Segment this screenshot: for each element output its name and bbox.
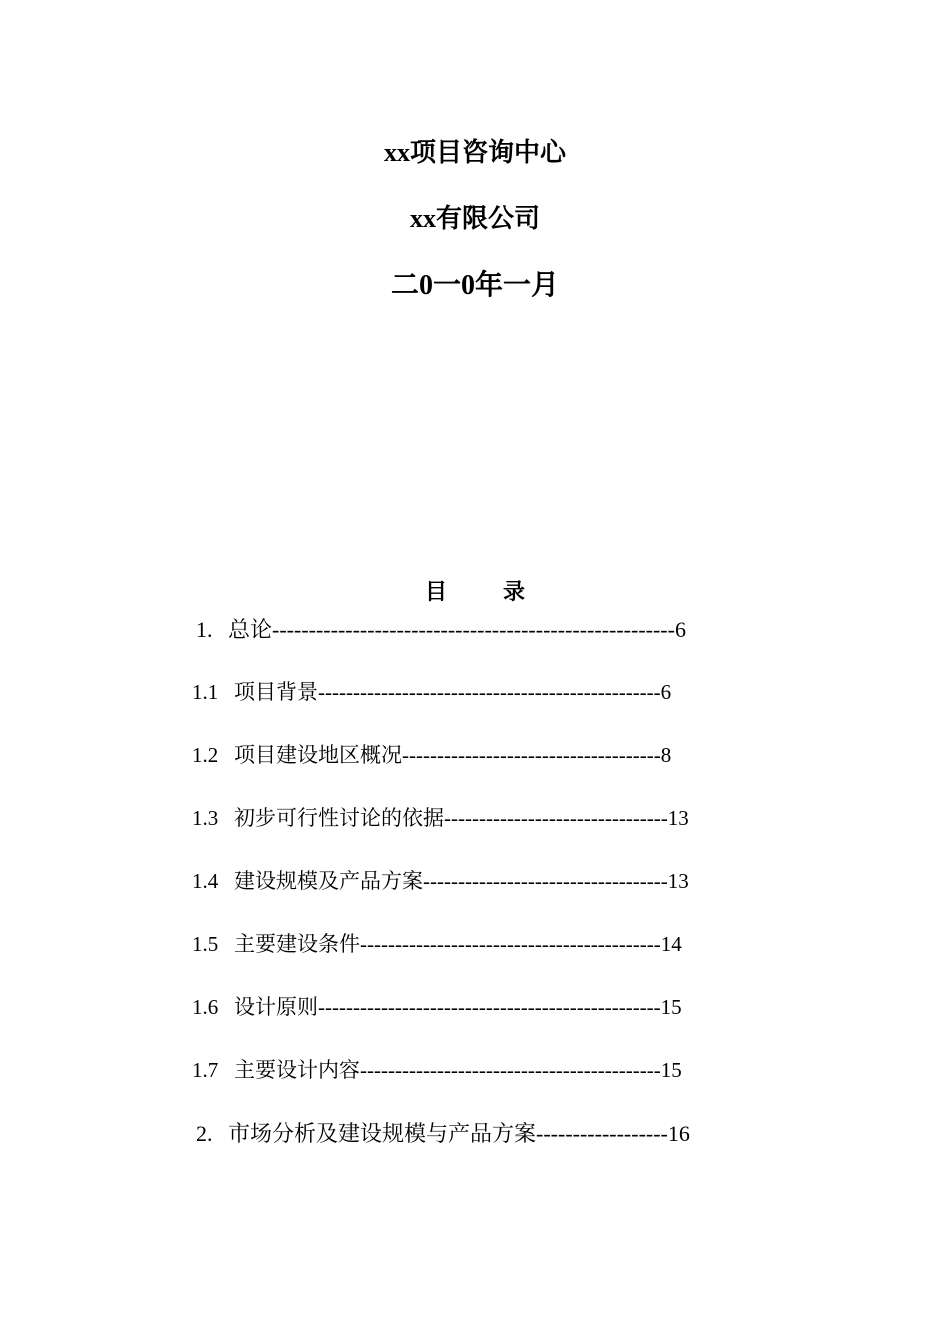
toc-entry-title: 主要设计内容	[234, 1058, 360, 1082]
toc-entry[interactable]	[192, 804, 689, 832]
toc-entry-number: 1.2	[192, 743, 219, 767]
toc-entry-leader: -------------------------------------------------	[318, 995, 661, 1019]
toc-entry[interactable]	[192, 867, 689, 895]
toc-entry-leader: -------------------------------------------	[360, 1058, 661, 1082]
toc-entry-title: 市场分析及建设规模与产品方案	[228, 1121, 537, 1146]
toc-entry-title: 项目背景	[234, 680, 318, 704]
toc-heading-right: 录	[503, 579, 526, 604]
toc-entry-leader: -----------------------------------	[423, 869, 668, 893]
toc-entry-number: 2.	[196, 1121, 213, 1146]
toc-entry-number: 1.4	[192, 869, 219, 893]
toc-entry-title: 项目建设地区概况	[234, 743, 402, 767]
toc-entry-number: 1.3	[192, 806, 219, 830]
toc-entry-page: 14	[660, 932, 682, 956]
toc-entry-number: 1.	[196, 617, 213, 642]
toc-entry-page: 13	[667, 806, 689, 830]
toc-entry-page: 15	[660, 1058, 682, 1082]
toc-entry-page: 15	[660, 995, 682, 1019]
toc-entry-page: 8	[660, 743, 672, 767]
toc-entry-number: 1.6	[192, 995, 219, 1019]
toc-entry-title: 设计原则	[234, 995, 318, 1019]
toc-entry[interactable]	[192, 993, 682, 1021]
toc-entry-title: 主要建设条件	[234, 932, 360, 956]
toc-entry[interactable]	[196, 1120, 690, 1148]
toc-heading-left: 目	[424, 579, 447, 604]
cover-company-name: xx有限公司	[409, 204, 540, 233]
toc-entry[interactable]	[192, 930, 682, 958]
toc-heading	[0, 575, 950, 606]
toc-entry-title: 建设规模及产品方案	[234, 869, 423, 893]
toc-entry-leader: -------------------------------------------------	[318, 680, 661, 704]
toc-entry-number: 1.5	[192, 932, 219, 956]
toc-entry[interactable]	[192, 1056, 682, 1084]
toc-entry[interactable]	[196, 616, 686, 644]
toc-entry-title: 总论	[228, 617, 273, 642]
toc-entry-number: 1.7	[192, 1058, 219, 1082]
toc-entry-leader: -------------------------------------------	[360, 932, 661, 956]
toc-entry[interactable]	[192, 678, 671, 706]
toc-entry-page: 6	[660, 680, 672, 704]
toc-entry-number: 1.1	[192, 680, 219, 704]
toc-entry[interactable]	[192, 741, 671, 769]
toc-entry-page: 16	[667, 1121, 690, 1146]
toc-entry-page: 13	[667, 869, 689, 893]
toc-entry-leader: ------------------	[536, 1121, 668, 1146]
toc-entry-leader: --------------------------------	[444, 806, 668, 830]
toc-entry-title: 初步可行性讨论的依据	[234, 806, 444, 830]
toc-entry-leader: -------------------------------------	[402, 743, 661, 767]
cover-date: 二0一0年一月	[390, 270, 559, 301]
cover-organization-title: xx项目咨询中心	[383, 138, 566, 167]
toc-entry-leader: -------------------------------------------------------	[272, 617, 675, 642]
toc-entry-page: 6	[674, 617, 686, 642]
